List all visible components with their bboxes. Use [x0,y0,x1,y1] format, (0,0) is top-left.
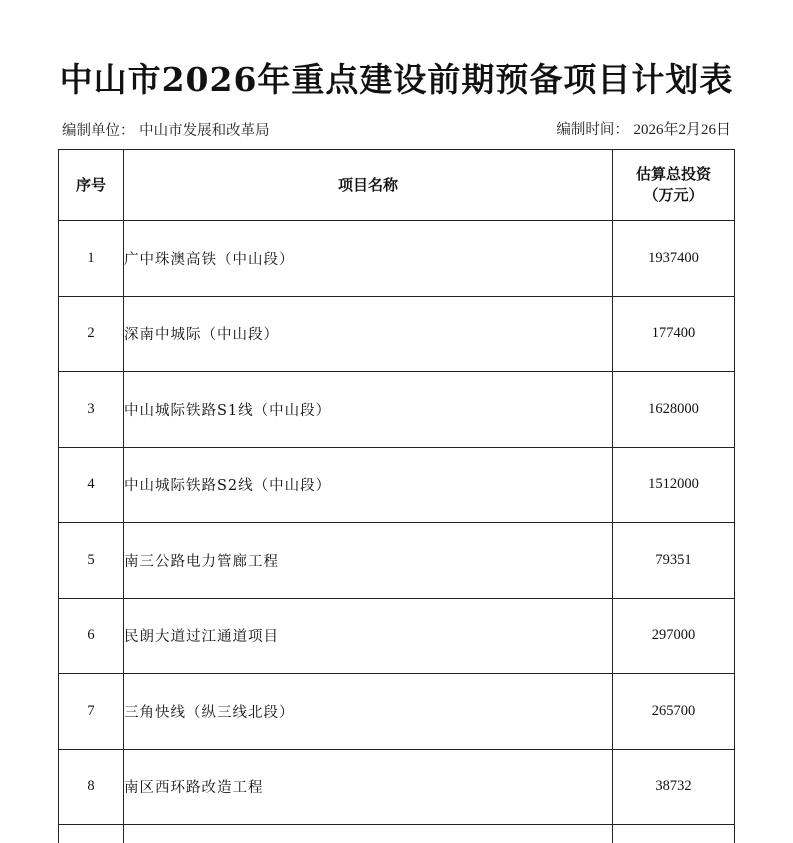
header-no: 序号 [59,150,124,221]
table-row [59,598,735,674]
row-investment: 1628000 [613,372,735,448]
header-investment [613,150,735,221]
row-name: 中山城际铁路S2线（中山段） [124,447,613,523]
project-plan-table [58,149,735,843]
row-name: 中山城际铁路S1线（中山段） [124,372,613,448]
row-investment: 177400 [613,296,735,372]
table-row [59,674,735,750]
row-name: 南三公路电力管廊工程 [124,523,613,599]
page-title: 中山市2026年重点建设前期预备项目计划表 [59,60,734,99]
table-header-row [59,150,735,221]
row-no-empty [59,825,124,843]
row-no: 1 [59,221,124,297]
table-row [59,523,735,599]
row-investment: 297000 [613,598,735,674]
row-no: 3 [59,372,124,448]
row-no: 6 [59,598,124,674]
row-no: 7 [59,674,124,750]
row-name: 广中珠澳高铁（中山段） [124,221,613,297]
date-label: 编制时间： [556,122,629,138]
row-investment: 38732 [613,749,735,825]
table-row [59,296,735,372]
header-investment-line2: （万元） [643,186,704,204]
date-value: 2026年2月26日 [633,122,731,138]
compiler-label: 编制单位： [62,123,135,139]
row-investment: 265700 [613,674,735,750]
row-no: 8 [59,749,124,825]
table-row [59,447,735,523]
table-row [59,372,735,448]
table-row [59,221,735,297]
row-name: 三角快线（纵三线北段） [124,674,613,750]
compiler-value: 中山市发展和改革局 [139,123,270,139]
table-row-partial [59,825,735,843]
date-info [556,120,731,140]
row-name: 深南中城际（中山段） [124,296,613,372]
row-no: 5 [59,523,124,599]
row-name-empty [124,825,613,843]
row-name: 南区西环路改造工程 [124,749,613,825]
compiler-info [62,121,270,141]
table-row [59,749,735,825]
row-investment-empty [613,825,735,843]
header-investment-line1: 估算总投资 [635,165,711,183]
row-investment: 1937400 [613,221,735,297]
header-name: 项目名称 [124,150,613,221]
row-name: 民朗大道过江通道项目 [124,598,613,674]
row-no: 2 [59,296,124,372]
row-no: 4 [59,447,124,523]
row-investment: 79351 [613,523,735,599]
row-investment: 1512000 [613,447,735,523]
